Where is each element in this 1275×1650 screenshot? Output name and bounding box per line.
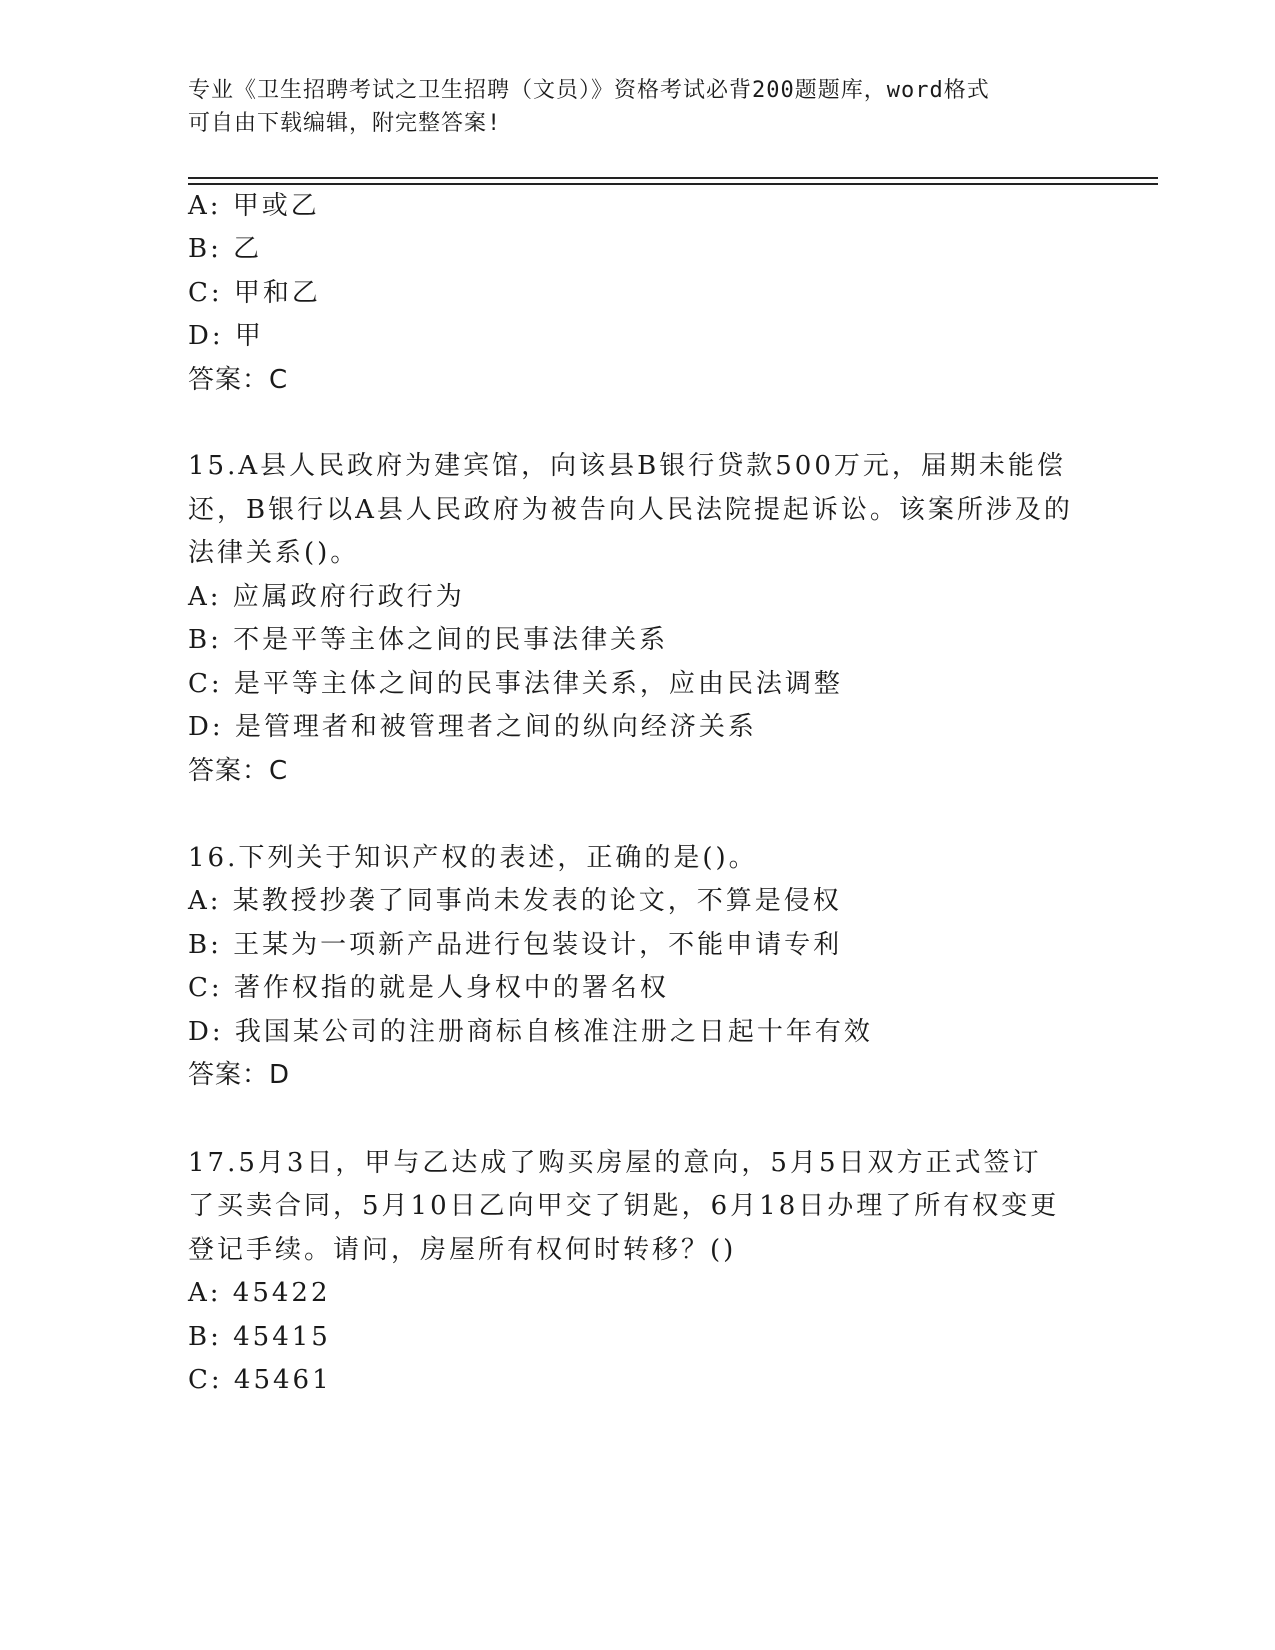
q17-option-a: A: 45422 [188, 1278, 331, 1308]
q16-stem-line-1: 16.下列关于知识产权的表述，正确的是()。 [188, 843, 758, 873]
q16-answer: 答案：D [188, 1060, 291, 1090]
q15-option-b: B: 不是平等主体之间的民事法律关系 [188, 625, 669, 655]
document-header [188, 74, 1088, 140]
header-rule-top [188, 177, 1158, 179]
q15-option-a: A: 应属政府行政行为 [188, 582, 465, 612]
q17-stem-line-2: 了买卖合同，5月10日乙向甲交了钥匙，6月18日办理了所有权变更 [188, 1191, 1060, 1221]
q16-option-a: A: 某教授抄袭了同事尚未发表的论文，不算是侵权 [188, 886, 842, 916]
q16-option-b: B: 王某为一项新产品进行包装设计，不能申请专利 [188, 930, 843, 960]
q15-stem-line-3: 法律关系()。 [188, 538, 360, 568]
q17-option-b: B: 45415 [188, 1322, 331, 1352]
q14-option-d: D: 甲 [188, 321, 264, 351]
q14-answer: 答案：C [188, 365, 289, 395]
q17-stem-line-1: 17.5月3日，甲与乙达成了购买房屋的意向，5月5日双方正式签订 [188, 1148, 1042, 1178]
q17-stem-line-3: 登记手续。请问，房屋所有权何时转移？() [188, 1235, 737, 1265]
header-line-2: 可自由下载编辑，附完整答案! [188, 111, 502, 136]
q15-answer: 答案：C [188, 756, 289, 786]
header-line-1: 专业《卫生招聘考试之卫生招聘（文员）》资格考试必背200题题库，word格式 [188, 78, 990, 103]
q16-option-c: C: 著作权指的就是人身权中的署名权 [188, 973, 669, 1003]
q15-stem-line-1: 15.A县人民政府为建宾馆，向该县B银行贷款500万元，届期未能偿 [188, 451, 1066, 481]
header-rule-bottom [188, 183, 1158, 185]
q16-option-d: D: 我国某公司的注册商标自核准注册之日起十年有效 [188, 1017, 873, 1047]
q15-stem-line-2: 还，B银行以A县人民政府为被告向人民法院提起诉讼。该案所涉及的 [188, 495, 1073, 525]
q15-option-c: C: 是平等主体之间的民事法律关系，应由民法调整 [188, 669, 843, 699]
q15-option-d: D: 是管理者和被管理者之间的纵向经济关系 [188, 712, 757, 742]
q14-option-c: C: 甲和乙 [188, 278, 321, 308]
q14-option-a: A: 甲或乙 [188, 191, 320, 221]
q14-option-b: B: 乙 [188, 234, 263, 264]
q17-option-c: C: 45461 [188, 1365, 332, 1395]
